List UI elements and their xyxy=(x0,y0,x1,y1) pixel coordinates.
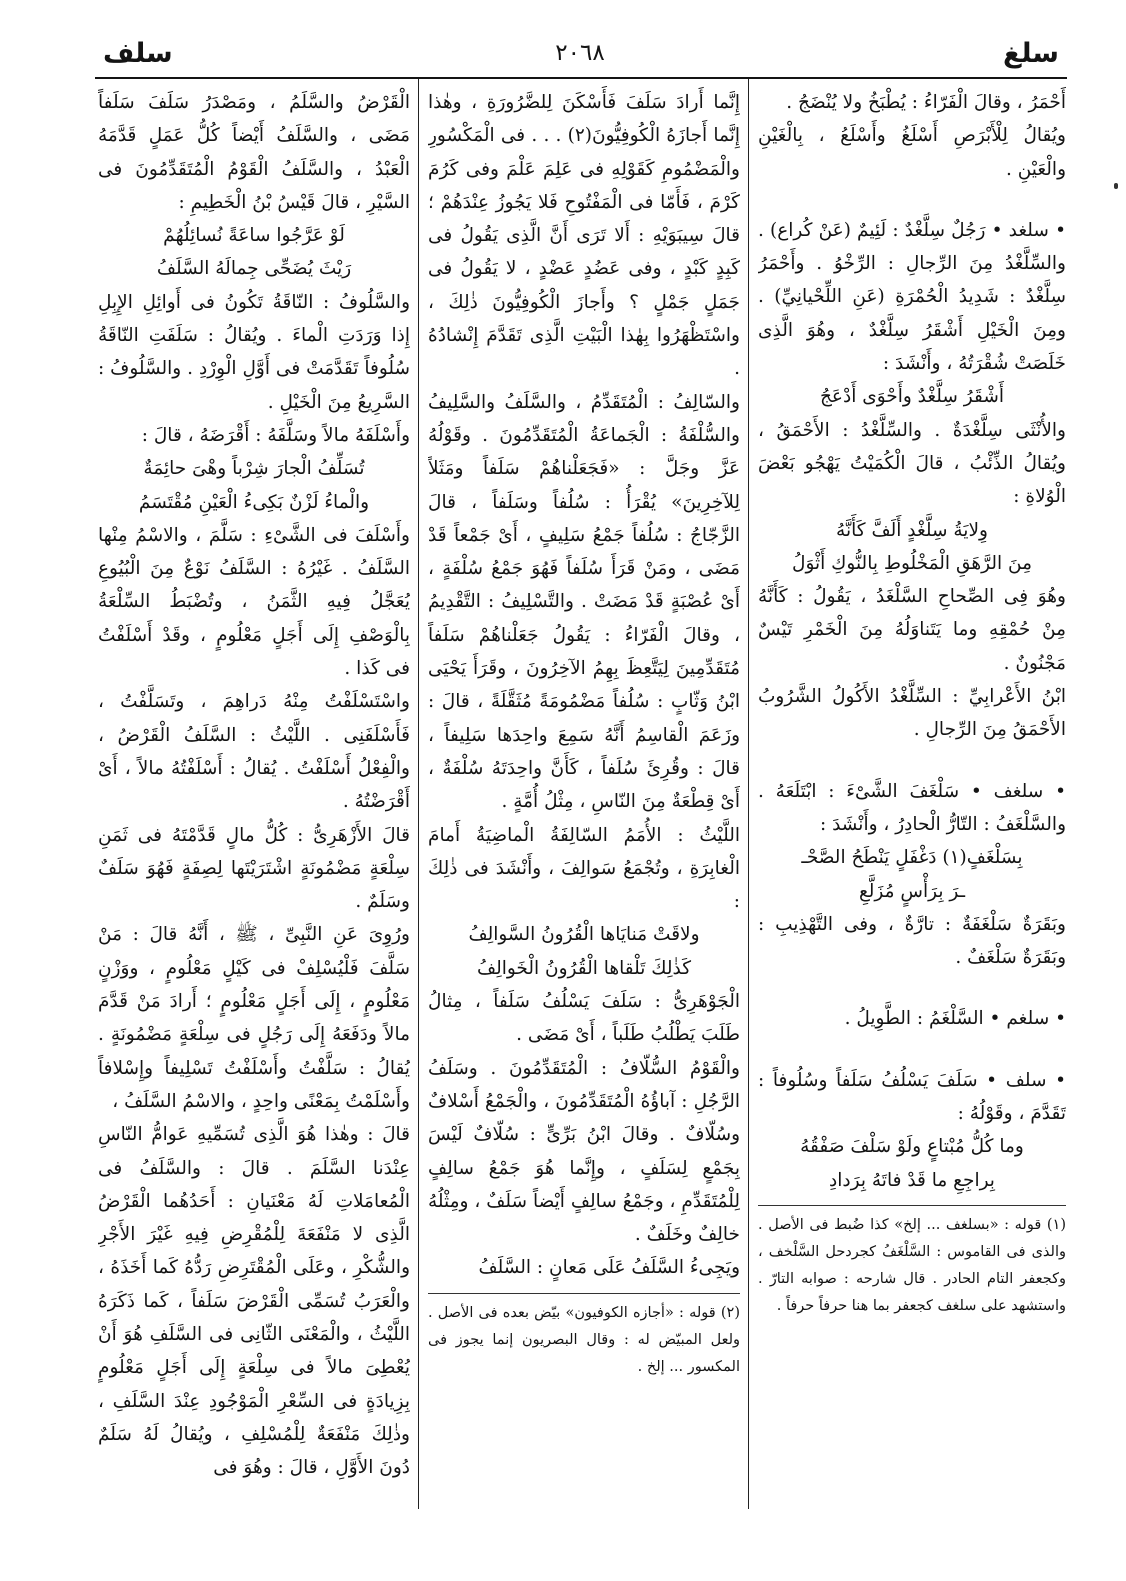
right-column xyxy=(758,86,1066,1506)
verse-line: تُسَلِّفُ الْجارَ شِرْباً وهْىَ حائِمَةٌ xyxy=(143,458,365,480)
paragraph: ويَجِىءُ السَّلَفُ عَلَى مَعانٍ : السَّلَفُ xyxy=(478,1257,740,1279)
paragraph: ويُقالُ لِلْأَبْرَصِ أَسْلَغُ وأَسْلَعُ ، بِالْغَيْنِ والْعَيْنِ . xyxy=(758,125,1066,180)
verse-line: رَيْثَ يُضَحِّى جِمالَهُ السَّلَفُ xyxy=(156,258,352,280)
middle-column xyxy=(428,86,740,1506)
entry-gap xyxy=(758,1036,1066,1064)
header-left-root: سلف xyxy=(103,38,173,69)
header-rule xyxy=(95,77,1067,79)
verse-line: ـرَ بِرَأْسٍ مُزَلَّعِ xyxy=(858,880,966,902)
paragraph: وبَقَرَةٌ سَلْغَفَةٌ : تارَّةٌ ، وفى التَّهْذِيبِ : وبَقَرَةٌ سَلْغَفٌ . xyxy=(758,913,1066,969)
paragraph: اللَّيْثُ : الأُمَمُ السّالِفَةُ الْماضِيَةُ أَمامَ الْغابِرَةِ ، وتُجْمَعُ سَوالِفَ ، وأَنْشَدَ فى ذٰلِكَ : xyxy=(428,824,740,913)
verse-line: ولاقَتْ مَنايَاها الْقُرُونُ السَّوالِفُ xyxy=(468,924,700,946)
verse-line: كَذٰلِكَ تَلْقاها الْقُرُونُ الْخَوالِفُ xyxy=(476,957,692,979)
footnote-rule xyxy=(428,1293,740,1294)
verse-line: بِراجِعِ ما قَدْ فاتَهُ بِرَدادِ xyxy=(829,1169,995,1191)
paragraph: وأَسْلَفَ فى الشَّىْءِ : سَلَّمَ ، والاسْمُ مِنْها السَّلَفُ . غَيْرُهُ : السَّلَفُ نَوْعٌ مِنَ الْبُيُوعِ يُعَجَّلُ فِيهِ الثَّمَنُ ، وتُضْبَطُ السِّلْعَةُ بِالْوَصْفِ إِلَى أَجَلٍ مَعْلُومٍ ، وقَدْ أَسْلَفْتُ فى كَذا . xyxy=(98,524,410,680)
paragraph: وأَسْلَفَهُ مالاً وسَلَّفَهُ : أَقْرَضَهُ ، قالَ : xyxy=(141,424,410,446)
entry-salghad: • سلغد • رَجُلٌ سِلَّغْدٌ : لَئِيمٌ (عَنْ كُراع) . والسِّلَّغْدُ مِنَ الرِّجالِ : الرِّخْوُ . وأَحْمَرُ سِلَّغْدٌ : شَدِيدُ الْحُمْرَةِ (عَنِ اللِّحْيانِيِّ) . ومِنَ الْخَيْلِ أَشْقَرُ سِلَّغْدٌ ، وهُوَ الَّذِى خَلَصَتْ شُقْرَتُهُ ، وأَنْشَدَ : xyxy=(758,219,1066,375)
paragraph: قالَ : وهٰذا هُوَ الَّذِى تُسَمِّيهِ عَوامُّ النّاسِ عِنْدَنا السَّلَمَ . قالَ : والسَّلَفُ فى الْمُعامَلاتِ لَهُ مَعْنَيانِ : أَحَدُهُما الْقَرْضُ الَّذِى لا مَنْفَعَةَ لِلْمُقْرِضِ فِيهِ غَيْرَ الأَجْرِ والشُّكْرِ ، وعَلَى الْمُقْتَرِضِ رَدُّهُ كَما أَخَذَهُ ، والْعَرَبُ تُسَمِّى الْقَرْضَ سَلَفاً ، كَما ذَكَرَهُ اللَّيْثُ ، والْمَعْنَى الثّانِى فى السَّلَفِ هُوَ أَنْ يُعْطِىَ مالاً فى سِلْعَةٍ إِلَى أَجَلٍ مَعْلُومٍ بِزِيادَةٍ فى السِّعْرِ الْمَوْجُودِ عِنْدَ السَّلَفِ ، وذٰلِكَ مَنْفَعَةٌ لِلْمُسْلِفِ ، ويُقالُ لَهُ سَلَمٌ دُونَ الأَوَّلِ ، قالَ : وهُوَ فى xyxy=(98,1124,410,1479)
left-column xyxy=(98,86,410,1506)
paragraph: واسْتَسْلَفْتُ مِنْهُ دَراهِمَ ، وتَسَلَّفْتُ ، فَأَسْلَفَنِى . اللَّيْثُ : السَّلَفُ الْقَرْضُ ، والْفِعْلُ أَسْلَفْتُ . يُقالُ : أَسْلَفْتُهُ مالاً ، أَىْ أَقْرَضْتُهُ . xyxy=(98,691,410,813)
paragraph: الْجَوْهَرِىُّ : سَلَفَ يَسْلُفُ سَلَفاً ، مِثالُ طَلَبَ يَطْلُبُ طَلَباً ، أَىْ مَضَى . xyxy=(428,991,740,1046)
paragraph: وهُوَ فِى الصِّحاحِ السَّلْغَدُ ، يَقُولُ : كَأَنَّهُ مِنْ حُمْقِهِ وما يَتَناوَلُهُ مِنَ الْخَمْرِ تَيْسٌ مَجْنُونٌ . xyxy=(758,586,1066,674)
paragraph: والسّالِفُ : الْمُتَقَدِّمُ ، والسَّلَفُ والسَّلِيفُ والسُّلْفَةُ : الْجَماعَةُ الْمُتَقَدِّمُونَ . وقَوْلُهُ عَزَّ وجَلَّ : «فَجَعَلْناهُمْ سَلَفاً ومَثَلاً لِلآخِرِينَ» يُقْرَأُ : سُلُفاً وسَلَفاً ، قالَ الزَّجّاجُ : سُلُفاً جَمْعُ سَلِيفٍ ، أَىْ جَمْعاً قَدْ مَضَى ، ومَنْ قَرَأَ سُلَفاً فَهُوَ جَمْعُ سُلْفَةٍ ، أَىْ عُصْبَةٍ قَدْ مَضَتْ . والتَّسْلِيفُ : التَّقْدِيمُ ، وقالَ الْفَرّاءُ : يَقُولُ جَعَلْناهُمْ سَلَفاً مُتَقَدِّمِينَ لِيَتَّعِظَ بِهِمُ الآخِرُونَ ، وقَرَأَ يَحْيَى ابْنُ وَثّابٍ : سُلُفاً مَضْمُومَةً مُثَقَّلَةً ، قالَ : وزَعَمَ الْقاسِمُ أَنَّهُ سَمِعَ واحِدَها سَلِيفاً ، قالَ : وقُرِئَ سُلَفاً ، كَأَنَّ واحِدَتَهُ سُلْفَةٌ ، أَىْ قِطْعَةٌ مِنَ النّاسِ ، مِثْلُ أُمَّةٍ . xyxy=(428,391,740,813)
footnote-2: (٢) قوله : «أجازه الكوفيون» بيّض بعده فى الأصل . ولعل المبيّض له : وقال البصريون إنما يجوز فى المكسور ... إلخ . xyxy=(428,1304,740,1375)
verse-line: أَشْقَرُ سِلَّغْدٌ وأَحْوَى أَدْعَجُ xyxy=(819,386,1004,408)
footnote-rule xyxy=(758,1205,1066,1206)
header-right-root: سلغ xyxy=(1002,38,1059,69)
paragraph: أَحْمَرُ ، وقالَ الْفَرّاءُ : يُطْبَخُ ولا يُنْضَجُ . xyxy=(786,92,1066,113)
page-header xyxy=(95,38,1065,74)
verse-line: والْماءُ لَزْنٌ بَكِىءُ الْعَيْنِ مُقْتَسَمُ xyxy=(138,491,370,513)
verse-line: وما كُلُّ مُبْتاعٍ ولَوْ سَلْفَ صَفْقُهُ xyxy=(800,1136,1024,1158)
entry-salgham: • سلغم • السَّلْغَمُ : الطَّوِيلُ . xyxy=(844,1008,1066,1030)
paragraph: والسَّلُوفُ : النّاقَةُ تَكُونُ فى أَوائِلِ الإِبِلِ إِذا وَرَدَتِ الْماءَ . ويُقالُ : سَلَفَتِ النّاقَةُ سُلُوفاً تَقَدَّمَتْ فى أَوَّلِ الْوِرْدِ . والسَّلُوفُ : السَّرِيعُ مِنَ الْخَيْلِ . xyxy=(98,291,410,413)
paragraph: إِنَّما أَرادَ سَلَفَ فَأَسْكَنَ لِلضَّرُورَةِ ، وهٰذا إِنَّما أَجازَهُ الْكُوفِيُّونَ(٢) . . . فى الْمَكْسُورِ والْمَضْمُومِ كَقَوْلِهِ فى عَلِمَ عَلْمَ وفى كَرُمَ كَرْمَ ، فَأَمّا فى الْمَفْتُوحِ فَلا يَجُوزُ عِنْدَهُمْ ؛ قالَ سِيبَوَيْهِ : أَلا تَرَى أَنَّ الَّذِى يَقُولُ فى كَبِدٍ كَبْدٍ ، وفى عَضُدٍ عَضْدٍ ، لا يَقُولُ فى جَمَلٍ جَمْلٍ ؟ وأَجازَ الْكُوفِيُّونَ ذٰلِكَ ، واسْتَظْهَرُوا بِهٰذا الْبَيْتِ الَّذِى تَقَدَّمَ إِنْشادُهُ . xyxy=(428,92,740,380)
entry-gap xyxy=(758,747,1066,775)
paragraph: قالَ الأَزْهَرِىُّ : كُلُّ مالٍ قَدَّمْتَهُ فى ثَمَنِ سِلْعَةٍ مَضْمُونَةٍ اشْتَرَيْتَها لِصِفَةٍ فَهُوَ سَلَفٌ وسَلَمٌ . xyxy=(98,824,410,913)
footnote-1: (١) قوله : «بسلغف ... إلخ» كذا ضُبط فى الأصل . والذى فى القاموس : السَّلْغَفُ كجردحل السَّلْخف ، وكجعفر التام الحادر . قال شارحه : صوابه التارّ . واستشهد على سلغف كجعفر بما هنا حرفاً حرفاً . xyxy=(758,1216,1066,1314)
column-divider-right xyxy=(748,79,749,1509)
scan-mark xyxy=(1114,183,1118,189)
verse-line: بِسَلْغَفٍ(١) دَغْفَلٍ يَنْطَحُ الصَّحْـ xyxy=(801,847,1023,869)
page-number: ٢٠٦٨ xyxy=(555,40,605,66)
paragraph: والْقَوْمُ السُّلّافُ : الْمُتَقَدِّمُونَ . وسَلَفُ الرَّجُلِ : آباؤُهُ الْمُتَقَدِّمُونَ ، والْجَمْعُ أَسْلافٌ وسُلّافٌ . وقالَ ابْنُ بَرِّىٍّ : سُلّافٌ لَيْسَ بِجَمْعٍ لِسَلَفٍ ، وإِنَّما هُوَ جَمْعُ سالِفٍ لِلْمُتَقَدِّمِ ، وجَمْعُ سالِفٍ أَيْضاً سَلَفٌ ، ومِثْلُهُ خالِفٌ وخَلَفٌ . xyxy=(428,1057,740,1246)
entry-gap xyxy=(758,186,1066,214)
entry-salghaf: • سلغف • سَلْغَفَ الشَّىْءَ : ابْتَلَعَهُ . والسَّلْغَفُ : التّارُّ الْحادِرُ ، وأَنْشَدَ : xyxy=(758,780,1066,835)
verse-line: لَوْ عَرَّجُوا ساعَةً نُسائِلُهُمْ xyxy=(163,225,345,247)
paragraph: والأُنْثَى سِلَّغْدَةٌ . والسِّلَّغْدُ : الأَحْمَقُ ، ويُقالُ الذِّئْبُ ، قالَ الْكُمَيْتُ يَهْجُو بَعْضَ الْوُلاةِ : xyxy=(758,419,1066,508)
paragraph: ورُوِىَ عَنِ النَّبِىِّ ، ﷺ ، أَنَّهُ قالَ : مَنْ سَلَّفَ فَلْيُسْلِفْ فى كَيْلٍ مَعْلُومٍ ، ووَزْنٍ مَعْلُومٍ ، إِلَى أَجَلٍ مَعْلُومٍ ؛ أَرادَ مَنْ قَدَّمَ مالاً ودَفَعَهُ إِلَى رَجُلٍ فى سِلْعَةٍ مَضْمُونَةٍ . يُقالُ : سَلَّفْتُ وأَسْلَفْتُ تَسْلِيفاً وإِسْلافاً وأَسْلَمْتُ بِمَعْنًى واحِدٍ ، والاسْمُ السَّلَفُ ، xyxy=(98,924,410,1112)
paragraph: الْقَرْضُ والسَّلَمُ ، ومَصْدَرُ سَلَفَ سَلَفاً مَضَى ، والسَّلَفُ أَيْضاً كُلُّ عَمَلٍ قَدَّمَهُ الْعَبْدُ ، والسَّلَفُ الْقَوْمُ الْمُتَقَدِّمُونَ فى السَّيْرِ ، قالَ قَيْسُ بْنُ الْخَطِيمِ : xyxy=(98,92,410,213)
column-divider-left xyxy=(418,79,419,1509)
verse-line: وِلايَةُ سِلَّغْدٍ أَلَفَّ كَأَنَّهُ xyxy=(836,519,988,541)
verse-line: مِنَ الرَّهَقِ الْمَخْلُوطِ بِالنُّوكِ أَثْوَلُ xyxy=(792,552,1032,574)
entry-salaf: • سلف • سَلَفَ يَسْلُفُ سَلَفاً وسُلُوفاً : تَقَدَّمَ ، وقَوْلُهُ : xyxy=(758,1069,1066,1125)
entry-gap xyxy=(758,974,1066,1002)
paragraph: ابْنُ الأَعْرابِيِّ : السِّلَّغْدُ الأَكُولُ الشَّرُوبُ الأَحْمَقُ مِنَ الرِّجالِ . xyxy=(758,686,1066,741)
